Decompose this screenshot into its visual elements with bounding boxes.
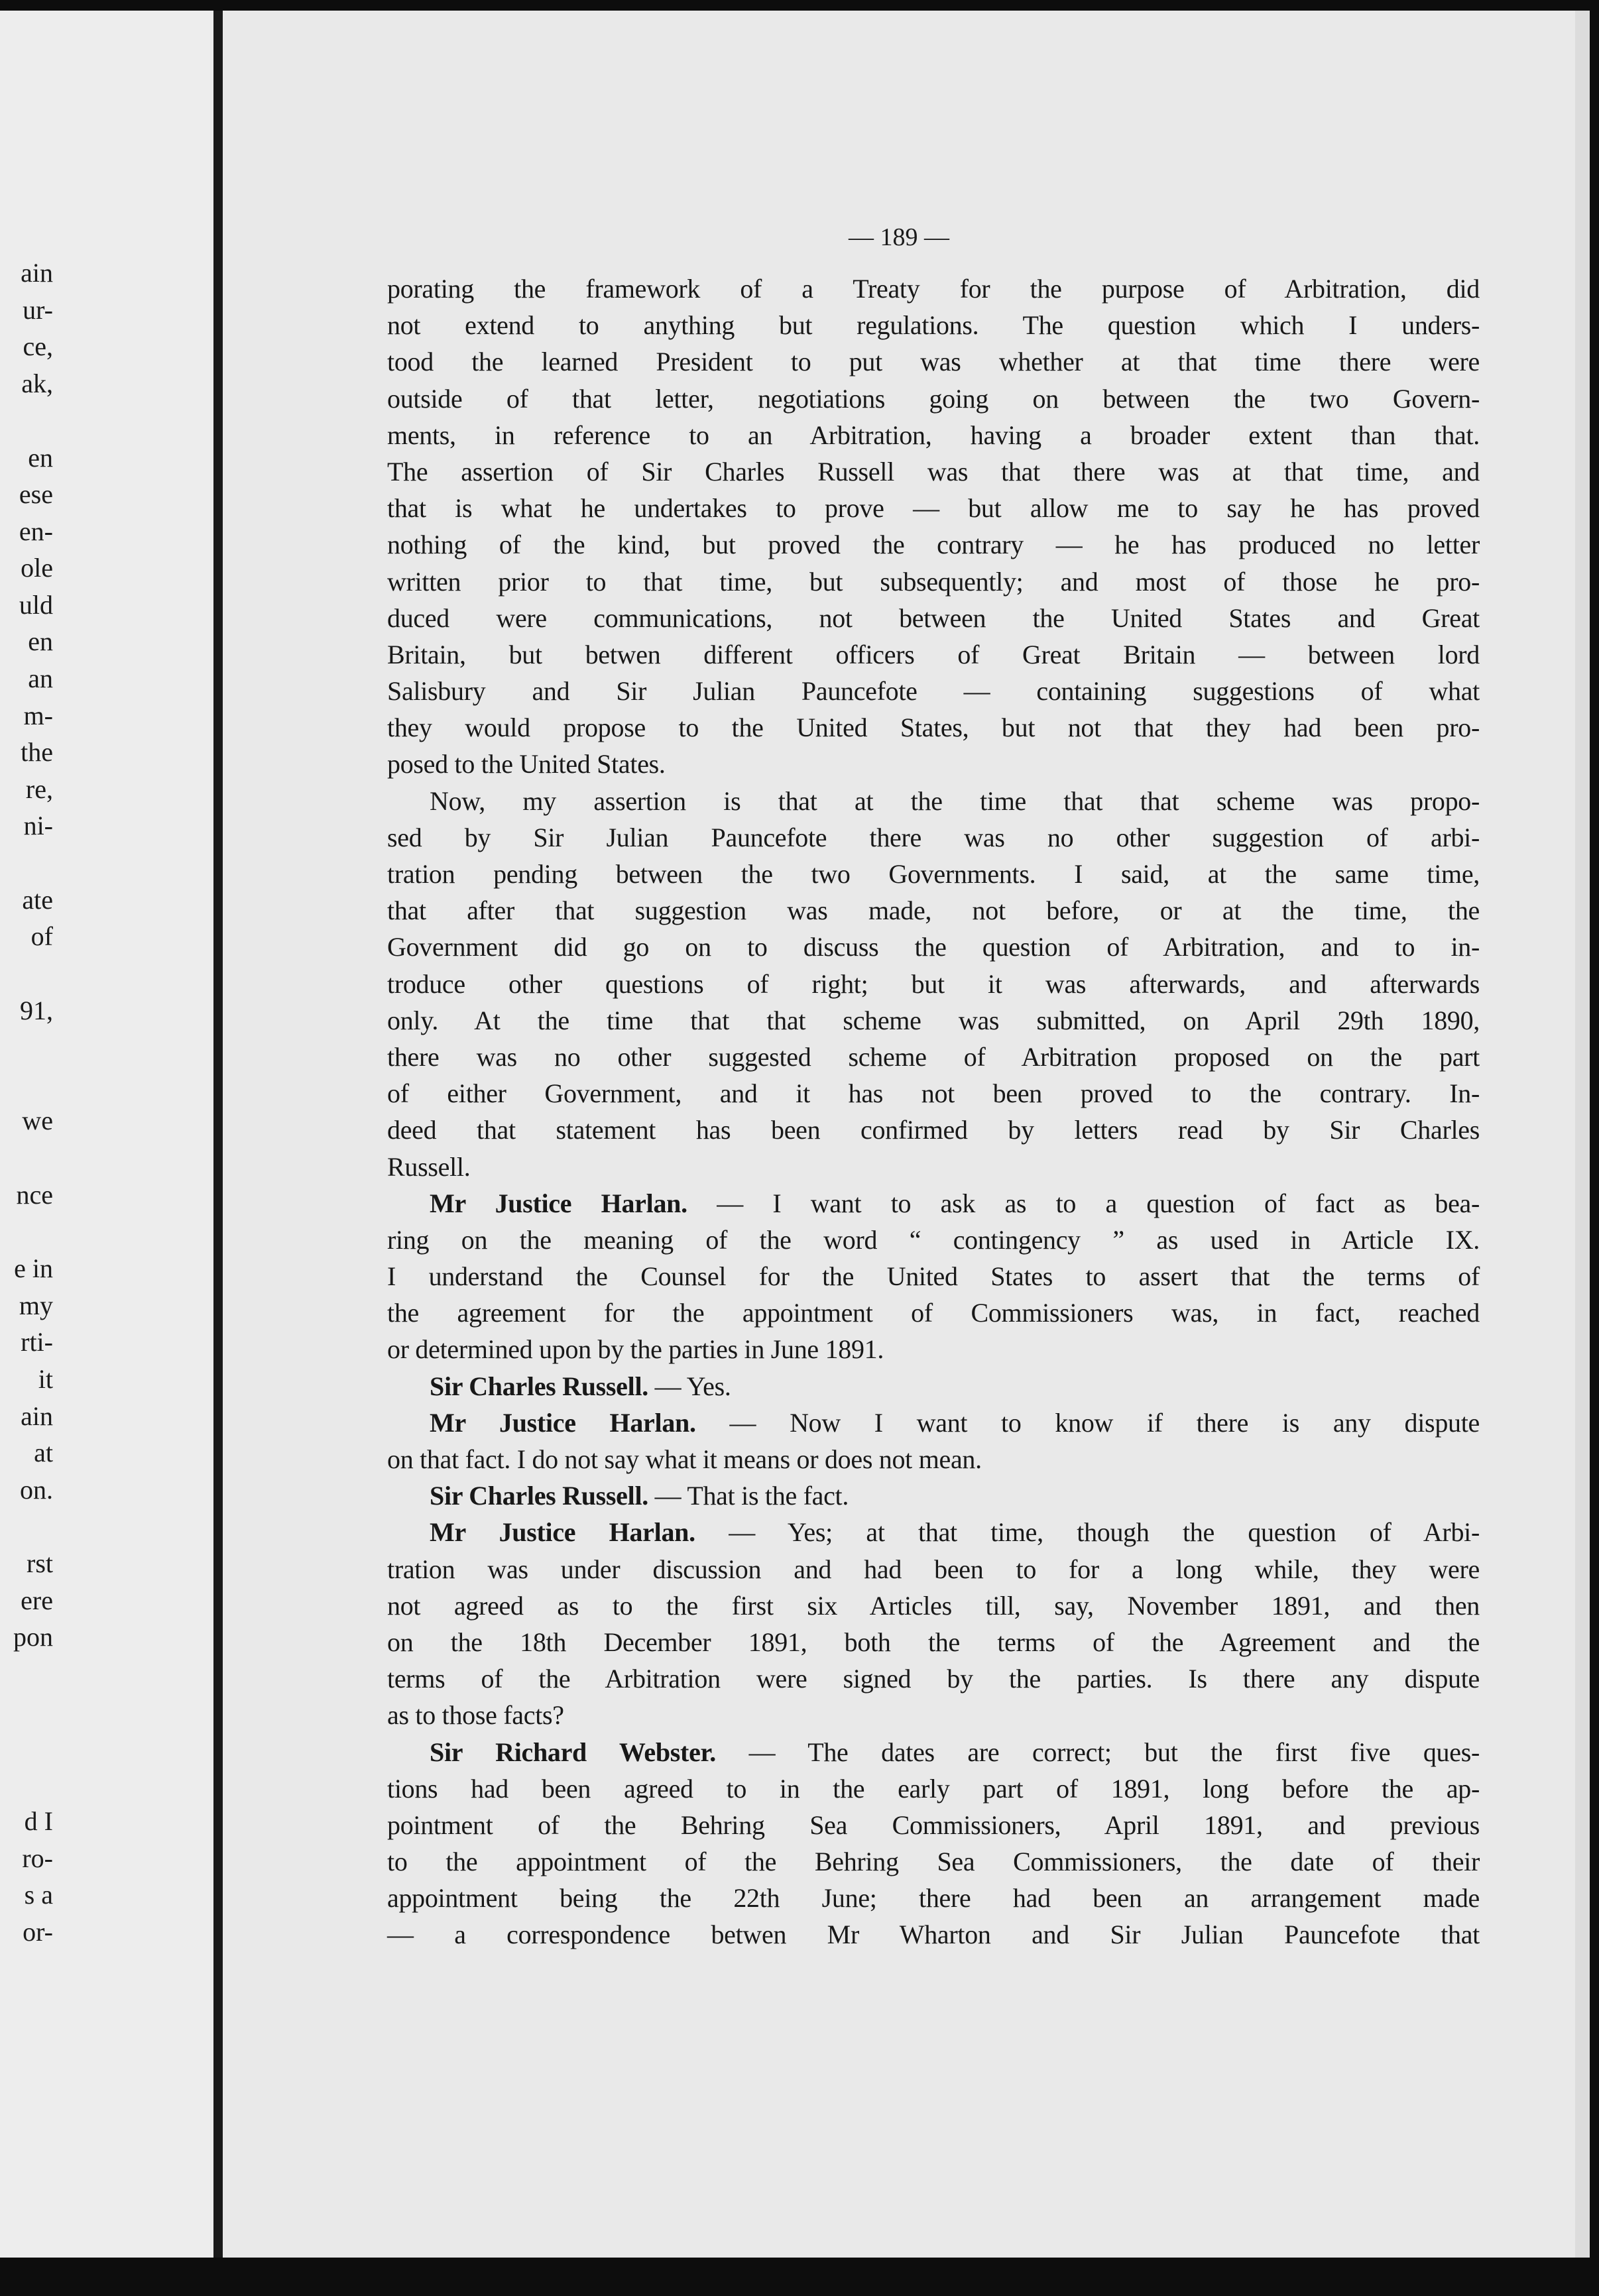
left-page-text-fragment: ur- (23, 295, 53, 325)
text-line (387, 1039, 1480, 1075)
text-line (387, 636, 1480, 673)
left-page-text-fragment: s a (24, 1880, 53, 1910)
line-text: not extend to anything but regulations. The question which I unders- (387, 310, 1480, 341)
left-page-text-fragment: my (19, 1291, 53, 1320)
text-line (387, 966, 1480, 1002)
line-text: — The dates are correct; but the first five ques- (716, 1737, 1480, 1767)
line-text: Britain, but betwen different officers of Great Britain — between lord (387, 639, 1480, 669)
text-line (387, 1551, 1480, 1587)
text-line (387, 1405, 1480, 1441)
left-page-text-fragment: of (30, 921, 53, 951)
left-page-text-fragment: en- (19, 516, 53, 546)
line-text: tration pending between the two Governments. I said, at the same time, (387, 859, 1480, 889)
line-text: I understand the Counsel for the United States to assert that the terms of (387, 1261, 1480, 1292)
text-line (387, 270, 1480, 307)
line-text: — a correspondence betwen Mr Wharton and Sir Julian Pauncefote that (387, 1920, 1480, 1950)
text-line (387, 1587, 1480, 1624)
line-text: tood the learned President to put was whether at that time there were (387, 347, 1480, 377)
text-line (387, 673, 1480, 709)
line-text: troduce other questions of right; but it was afterwards, and afterwards (387, 968, 1480, 999)
text-line (387, 417, 1480, 453)
line-text: deed that statement has been confirmed by letters read by Sir Charles (387, 1115, 1480, 1145)
text-line (387, 1916, 1480, 1953)
line-text: appointment being the 22th June; there had been an arrangement made (387, 1883, 1480, 1914)
text-line (387, 453, 1480, 490)
text-line (387, 1002, 1480, 1039)
line-text: on that fact. I do not say what it means or does not mean. (387, 1444, 982, 1474)
line-text: Russell. (387, 1151, 471, 1182)
line-text: Salisbury and Sir Julian Pauncefote — containing suggestions of what (387, 676, 1480, 707)
text-line (387, 856, 1480, 892)
text-line (387, 600, 1480, 636)
line-text: Now, my assertion is that at the time that that scheme was propo- (430, 785, 1480, 816)
line-text: of either Government, and it has not been proved to the contrary. In- (387, 1078, 1480, 1109)
line-text: there was no other suggested scheme of Arbitration proposed on the part (387, 1041, 1480, 1072)
line-text: that is what he undertakes to prove — but allow me to say he has proved (387, 493, 1480, 524)
line-text: to the appointment of the Behring Sea Commissioners, the date of their (387, 1847, 1480, 1877)
body-text (387, 270, 1480, 1953)
line-text: not agreed as to the first six Articles till, say, November 1891, and then (387, 1590, 1480, 1621)
text-line (387, 1734, 1480, 1770)
text-line (387, 1294, 1480, 1331)
text-line (387, 1697, 1480, 1733)
left-page-text-fragment: m- (23, 701, 53, 730)
speaker-name: Mr Justice Harlan. (430, 1407, 696, 1438)
text-line (387, 1149, 1480, 1185)
text-line (387, 1222, 1480, 1258)
left-page-text-fragment: re, (25, 774, 53, 804)
text-line (387, 1880, 1480, 1916)
text-line (387, 1660, 1480, 1697)
left-page-edge (0, 11, 213, 2258)
line-text: as to those facts? (387, 1700, 564, 1731)
text-line (387, 1770, 1480, 1807)
text-line (387, 709, 1480, 746)
book-page (223, 11, 1575, 2258)
line-text: — Yes. (648, 1371, 731, 1401)
text-line (387, 1368, 1480, 1405)
left-page-text-fragment: ro- (22, 1843, 53, 1873)
text-line (387, 1807, 1480, 1843)
line-text: pointment of the Behring Sea Commissioners, April 1891, and previous (387, 1809, 1480, 1840)
left-page-text-fragment: ole (21, 553, 53, 583)
text-line (387, 526, 1480, 563)
left-page-text-fragment: 91, (20, 996, 53, 1025)
left-page-text-fragment: at (34, 1438, 53, 1467)
line-text: ring on the meaning of the word “ contingency ” as used in Article IX. (387, 1224, 1480, 1255)
left-page-text-fragment: en (28, 443, 53, 473)
left-page-text-fragment: uld (19, 590, 53, 620)
line-text: — That is the fact. (648, 1481, 849, 1511)
left-page-text-fragment: ate (22, 885, 53, 915)
left-page-text-fragment: on. (20, 1475, 53, 1505)
line-text: — I want to ask as to a question of fact as bea- (687, 1188, 1480, 1218)
line-text: terms of the Arbitration were signed by the parties. Is there any dispute (387, 1664, 1480, 1694)
text-line (387, 1075, 1480, 1112)
line-text: porating the framework of a Treaty for the purpose of Arbitration, did (387, 274, 1480, 304)
speaker-name: Sir Charles Russell. (430, 1371, 648, 1401)
left-page-text-fragment: d I (24, 1806, 53, 1836)
left-page-text-fragment: ni- (23, 811, 53, 840)
left-page-text-fragment: ain (21, 258, 53, 288)
text-line (387, 819, 1480, 856)
line-text: posed to the United States. (387, 749, 666, 779)
left-page-text-fragment: ain (21, 1401, 53, 1431)
line-text: that after that suggestion was made, not before, or at the time, the (387, 895, 1480, 926)
left-page-text-fragment: we (22, 1106, 53, 1135)
left-page-text-fragment: or- (23, 1917, 53, 1947)
text-line (387, 1331, 1480, 1367)
line-text: they would propose to the United States, but not that they had been pro- (387, 713, 1480, 743)
line-text: only. At the time that that scheme was submitted, on April 29th 1890, (387, 1005, 1480, 1035)
text-line (387, 1477, 1480, 1514)
text-line (387, 307, 1480, 343)
speaker-name: Sir Richard Webster. (430, 1737, 717, 1767)
text-line (387, 929, 1480, 965)
text-line (387, 783, 1480, 819)
text-line (387, 746, 1480, 782)
speaker-name: Mr Justice Harlan. (430, 1188, 687, 1218)
line-text: sed by Sir Julian Pauncefote there was no other suggestion of arbi- (387, 822, 1480, 852)
line-text: written prior to that time, but subsequently; and most of those he pro- (387, 566, 1480, 597)
left-page-text-fragment: en (28, 626, 53, 656)
left-page-text-fragment: rst (27, 1548, 53, 1578)
text-line (387, 1441, 1480, 1477)
left-page-text-fragment: ese (19, 479, 53, 509)
left-page-text-fragment: ce, (23, 331, 53, 361)
text-line (387, 892, 1480, 929)
text-line (387, 1843, 1480, 1880)
left-page-text-fragment: e in (14, 1253, 53, 1283)
text-line (387, 1112, 1480, 1148)
line-text: — Yes; at that time, though the question of Arbi- (695, 1517, 1480, 1548)
text-line (387, 1185, 1480, 1222)
text-line (387, 343, 1480, 380)
line-text: ments, in reference to an Arbitration, having a broader extent than that. (387, 420, 1480, 450)
speaker-name: Sir Charles Russell. (430, 1481, 648, 1511)
left-page-text-fragment: ere (21, 1585, 53, 1615)
page-right-edge (1575, 11, 1590, 2258)
text-line (387, 490, 1480, 526)
line-text: tions had been agreed to in the early part of 1891, long before the ap- (387, 1773, 1480, 1804)
line-text: The assertion of Sir Charles Russell was that there was at that time, and (387, 456, 1480, 487)
left-page-text-fragment: rti- (21, 1327, 53, 1357)
left-page-text-fragment: the (21, 737, 53, 767)
line-text: duced were communications, not between the United States and Great (387, 603, 1480, 633)
left-page-text-fragment: ak, (21, 369, 53, 398)
line-text: — Now I want to know if there is any dispute (695, 1407, 1480, 1438)
book-gutter (213, 11, 223, 2258)
text-line (387, 380, 1480, 417)
text-line (387, 1258, 1480, 1294)
line-text: nothing of the kind, but proved the contrary — he has produced no letter (387, 530, 1480, 560)
page-number: — 189 — (849, 223, 949, 251)
left-page-text-fragment: pon (13, 1622, 53, 1652)
line-text: or determined upon by the parties in June 1891. (387, 1334, 884, 1365)
speaker-name: Mr Justice Harlan. (430, 1517, 695, 1548)
line-text: tration was under discussion and had been to for a long while, they were (387, 1554, 1480, 1584)
line-text: on the 18th December 1891, both the terms of the Agreement and the (387, 1627, 1480, 1657)
text-line (387, 1514, 1480, 1550)
text-line (387, 563, 1480, 600)
left-page-text-fragment: an (28, 663, 53, 693)
line-text: the agreement for the appointment of Commissioners was, in fact, reached (387, 1298, 1480, 1328)
left-page-text-fragment: it (38, 1364, 53, 1394)
left-page-text-fragment: nce (16, 1180, 53, 1210)
line-text: outside of that letter, negotiations going on between the two Govern- (387, 383, 1480, 414)
line-text: Government did go on to discuss the question of Arbitration, and to in- (387, 932, 1480, 962)
text-line (387, 1624, 1480, 1660)
